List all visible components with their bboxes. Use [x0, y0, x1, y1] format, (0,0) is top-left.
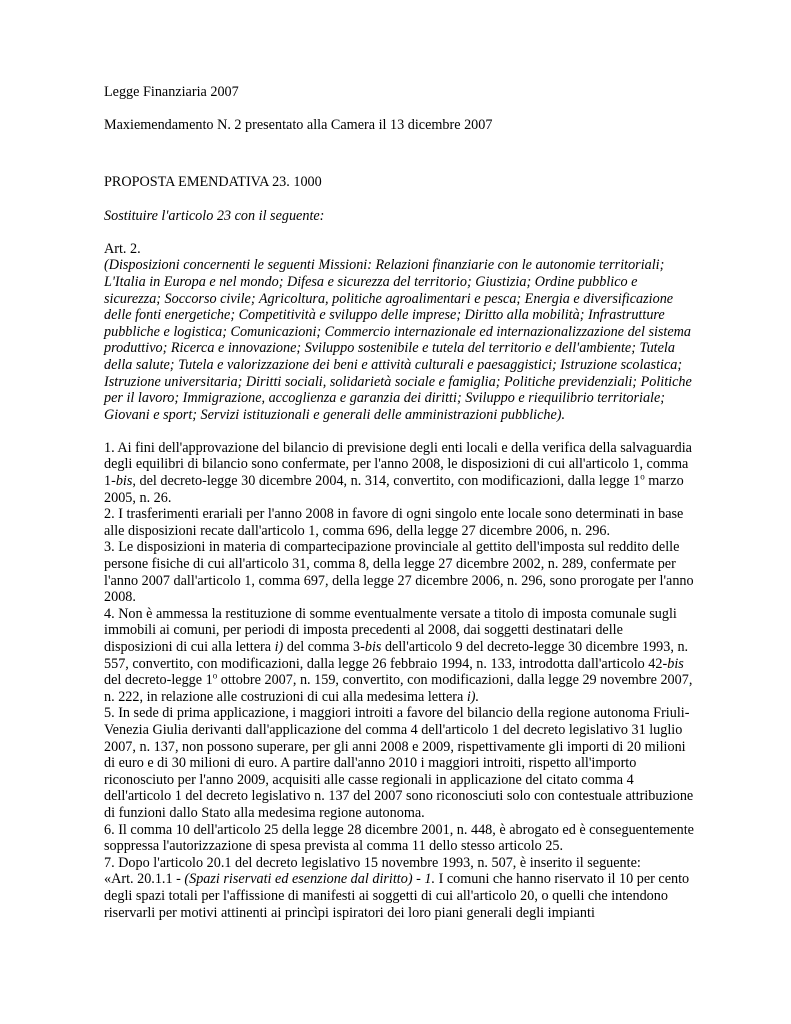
- article-rubric: (Disposizioni concernenti le seguenti Missioni: Relazioni finanziarie con le autonomie territoriali; L'Italia in Europa e nel mondo; Difesa e sicurezza del territorio; Giustizia; Ordine pubblico e sicurezza; Soccorso civile; Agricoltura, politiche agroalimentari e pesca; Energia e diversificazione delle fonti energetiche; Competitività e sviluppo delle imprese; Diritto alla mobilità; Infrastrutture pubbliche e logistica; Comunicazioni; Commercio internazionale ed internazionalizzazione del sistema produttivo; Ricerca e innovazione; Sviluppo sostenibile e tutela del territorio e dell'ambiente; Tutela della salute; Tutela e valorizzazione dei beni e attività culturali e paesaggistici; Istruzione scolastica; Istruzione universitaria; Diritti sociali, solidarietà sociale e famiglia; Politiche previdenziali; Politiche per il lavoro; Immigrazione, accoglienza e garanzia dei diritti; Sviluppo e riequilibrio territoriale; Giovani e sport; Servizi istituzionali e generali delle amministrazioni pubbliche).: [104, 257, 692, 423]
- proposal-heading: PROPOSTA EMENDATIVA 23. 1000: [104, 174, 322, 191]
- paragraph-2: 2. I trasferimenti erariali per l'anno 2008 in favore di ogni singolo ente locale sono determinati in base alle disposizioni recate dall'articolo 1, comma 696, della legge 27 dicembre 2006, n. 296.: [104, 506, 684, 539]
- document-subtitle: Maxiemendamento N. 2 presentato alla Camera il 13 dicembre 2007: [104, 117, 493, 134]
- paragraph-8: «Art. 20.1.1 - (Spazi riservati ed esenzione dal diritto) - 1. I comuni che hanno riservato il 10 per cento degli spazi totali per l'affissione di manifesti ai soggetti di cui all'articolo 20, o quelli che intendono riservarli per motivi attinenti ai princìpi ispiratori dei loro piani generali degli impianti: [104, 871, 690, 921]
- paragraph-1: 1. Ai fini dell'approvazione del bilancio di previsione degli enti locali e della verifica della salvaguardia degli equilibri di bilancio sono confermate, per l'anno 2008, le disposizioni di cui all'articolo 1, comma 1-bis, del decreto-legge 30 dicembre 2004, n. 314, convertito, con modificazioni, dalla legge 1$^o$ marzo 2005, n. 26.: [104, 439, 692, 506]
- article-heading: Art. 2.: [104, 240, 141, 257]
- paragraph-5: 5. In sede di prima applicazione, i maggiori introiti a favore del bilancio della regione autonoma Friuli-Venezia Giulia derivanti dall'applicazione del comma 4 dell'articolo 1 del decreto legislativo 31 luglio 2007, n. 137, non possono superare, per gli anni 2008 e 2009, rispettivamente gli importi di 20 milioni di euro e di 30 milioni di euro. A partire dall'anno 2010 i maggiori introiti, rispetto all'importo riconosciuto per l'anno 2009, acquisiti alle casse regionali in applicazione del citato comma 4 dell'articolo 1 del decreto legislativo n. 137 del 2007 sono riconosciuti solo con contestuale attribuzione di funzioni dallo Stato alla medesima regione autonoma.: [104, 705, 694, 821]
- paragraph-4: 4. Non è ammessa la restituzione di somme eventualmente versate a titolo di imposta comunale sugli immobili ai comuni, per periodi di imposta precedenti al 2008, dai soggetti destinatari delle disposizioni di cui alla lettera i) del comma 3-bis dell'articolo 9 del decreto-legge 30 dicembre 1993, n. 557, convertito, con modificazioni, dalla legge 26 febbraio 1994, n. 133, introdotta dall'articolo 42-bis del decreto-legge 1$^o$ ottobre 2007, n. 159, convertito, con modificazioni, dalla legge 29 novembre 2007, n. 222, in relazione alle costruzioni di cui alla medesima lettera i).: [104, 605, 693, 705]
- paragraph-3: 3. Le disposizioni in materia di compartecipazione provinciale al gettito dell'imposta sul reddito delle persone fisiche di cui all'articolo 31, comma 8, della legge 27 dicembre 2002, n. 289, confermate per l'anno 2007 dall'articolo 1, comma 697, della legge 27 dicembre 2006, n. 296, sono prorogate per l'anno 2008.: [104, 539, 694, 606]
- paragraph-6: 6. Il comma 10 dell'articolo 25 della legge 28 dicembre 2001, n. 448, è abrogato ed è conseguentemente soppressa l'autorizzazione di spesa prevista al comma 11 dello stesso articolo 25.: [104, 821, 694, 855]
- paragraph-7: 7. Dopo l'articolo 20.1 del decreto legislativo 15 novembre 1993, n. 507, è inserito il seguente:: [104, 854, 641, 871]
- instruction-text: Sostituire l'articolo 23 con il seguente:: [104, 207, 325, 224]
- document-page: [104, 84, 694, 921]
- document-title: Legge Finanziaria 2007: [104, 84, 239, 100]
